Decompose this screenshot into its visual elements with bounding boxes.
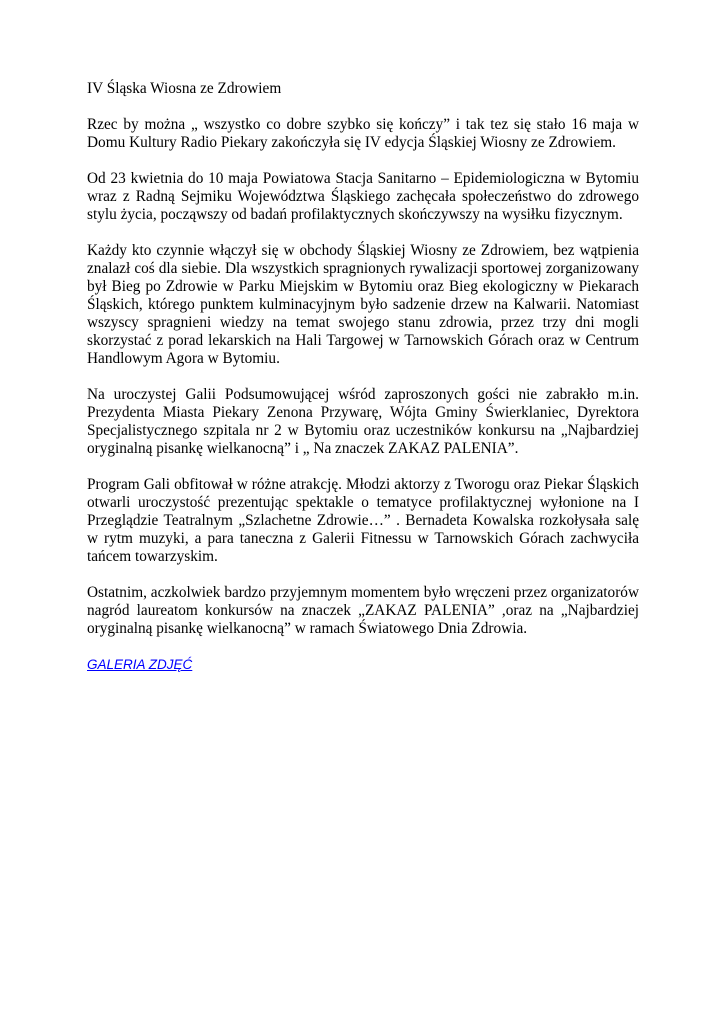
paragraph-gala-program: Program Gali obfitował w różne atrakcję. Młodzi aktorzy z Tworogu oraz Piekar Śląskich otwarli uroczystość prezentując spektakle o tematyce profilaktycznej wyłonione na I Przeglądzie Teatralnym „Szlachetne Zdrowie…” . Bernadeta Kowalska rozkołysała salę w rytm muzyki, a para taneczna z Galerii Fitnessu w Tarnowskich Górach zachwyciła tańcem towarzyskim. (87, 476, 639, 565)
document-title: IV Śląska Wiosna ze Zdrowiem (87, 80, 282, 97)
document-page (87, 80, 639, 674)
paragraph-campaign: Od 23 kwietnia do 10 maja Powiatowa Stacja Sanitarno – Epidemiologiczna w Bytomiu wraz z Radną Sejmiku Województwa Śląskiego zachęcała społeczeństwo do zdrowego stylu życia, począwszy od badań profilaktycznych skończywszy na wysiłku fizycznym. (87, 170, 639, 223)
paragraph-events: Każdy kto czynnie włączył się w obchody Śląskiej Wiosny ze Zdrowiem, bez wątpienia znalazł coś dla siebie. Dla wszystkich spragnionych rywalizacji sportowej zorganizowany był Bieg po Zdrowie w Parku Miejskim w Bytomiu oraz Bieg ekologiczny w Piekarach Śląskich, którego punktem kulminacyjnym było sadzenie drzew na Kalwarii. Natomiast wszyscy spragnieni wiedzy na temat swojego stanu zdrowia, przez trzy dni mogli skorzystać z porad lekarskich na Hali Targowej w Tarnowskich Górach oraz w Centrum Handlowym Agora w Bytomiu. (87, 242, 639, 367)
paragraph-gala-guests: Na uroczystej Galii Podsumowującej wśród zaproszonych gości nie zabrakło m.in. Prezydenta Miasta Piekary Zenona Przywarę, Wójta Gminy Świerklaniec, Dyrektora Specjalistycznego szpitala nr 2 w Bytomiu oraz uczestników konkursu na „Najbardziej oryginalną pisankę wielkanocną” i „ Na znaczek ZAKAZ PALENIA”. (87, 386, 639, 457)
paragraph-awards: Ostatnim, aczkolwiek bardzo przyjemnym momentem było wręczeni przez organizatorów nagród laureatom konkursów na znaczek „ZAKAZ PALENIA” ,oraz na „Najbardziej oryginalną pisankę wielkanocną” w ramach Światowego Dnia Zdrowia. (87, 584, 639, 637)
gallery-link[interactable]: GALERIA ZDJĘĆ (87, 657, 193, 672)
paragraph-intro: Rzec by można „ wszystko co dobre szybko się kończy” i tak tez się stało 16 maja w Domu Kultury Radio Piekary zakończyła się IV edycja Śląskiej Wiosny ze Zdrowiem. (87, 116, 639, 151)
